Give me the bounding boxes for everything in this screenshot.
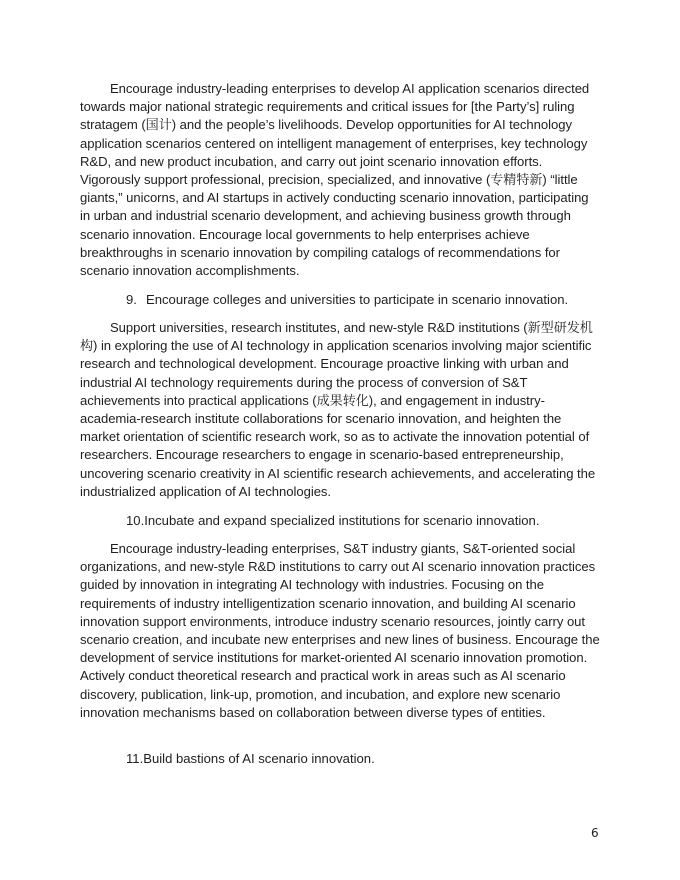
list-number: 11. [126, 751, 144, 766]
body-paragraph: Encourage industry-leading enterprises to develop AI application scenarios directed towards major national strategic requirements and critical issues for [the Party’s] ruling stratagem (国计) and the people’s livelihoods. Develop opportunities for AI technology application scenarios centered on intelligent management of enterprises, key technology R&D, and new product incubation, and carry out joint scenario innovation efforts. Vigorously support professional, precision, specialized, and innovative (专精特新) “little giants,” unicorns, and AI startups in actively conducting scenario innovation, participating in urban and industrial scenario development, and achieving business growth through scenario innovation. Encourage local governments to help enterprises achieve breakthroughs in scenario innovation by compiling catalogs of recommendations for scenario innovation accomplishments. [80, 81, 590, 279]
page-number: 6 [591, 826, 599, 840]
numbered-heading [126, 512, 539, 530]
numbered-heading [126, 750, 375, 768]
list-number: 10. [126, 513, 145, 528]
list-item-text: Build bastions of AI scenario innovation. [143, 751, 375, 766]
list-item-text: Incubate and expand specialized institutions for scenario innovation. [144, 513, 540, 528]
body-paragraph: Support universities, research institutes, and new-style R&D institutions (新型研发机构) in exploring the use of AI technology in application scenarios involving major scientific research and technological development. Encourage proactive linking with urban and industrial AI technology requirements during the process of conversion of S&T achievements into practical applications (成果转化), and engagement in industry-academia-research institute collaborations for scenario innovation, and heighten the market orientation of scientific research work, so as to activate the innovation potential of researchers. Encourage researchers to engage in scenario-based entrepreneurship, uncovering scenario creativity in AI scientific research achievements, and accelerating the industrialized application of AI technologies. [80, 320, 596, 499]
body-paragraph: Encourage industry-leading enterprises, S&T industry giants, S&T-oriented social organizations, and new-style R&D institutions to carry out AI scenario innovation practices guided by innovation in integrating AI technology with industries. Focusing on the requirements of industry intelligentization scenario innovation, and building AI scenario innovation support environments, introduce industry scenario resources, jointly carry out scenario creation, and incubate new enterprises and new lines of business. Encourage the development of service institutions for market-oriented AI scenario innovation promotion. Actively conduct theoretical research and practical work in areas such as AI scenario discovery, publication, link-up, promotion, and incubation, and explore new scenario innovation mechanisms based on collaboration between diverse types of entities. [80, 541, 600, 720]
list-item-text: Encourage colleges and universities to participate in scenario innovation. [146, 292, 569, 307]
list-number: 9. [126, 292, 137, 307]
numbered-heading [126, 291, 568, 309]
